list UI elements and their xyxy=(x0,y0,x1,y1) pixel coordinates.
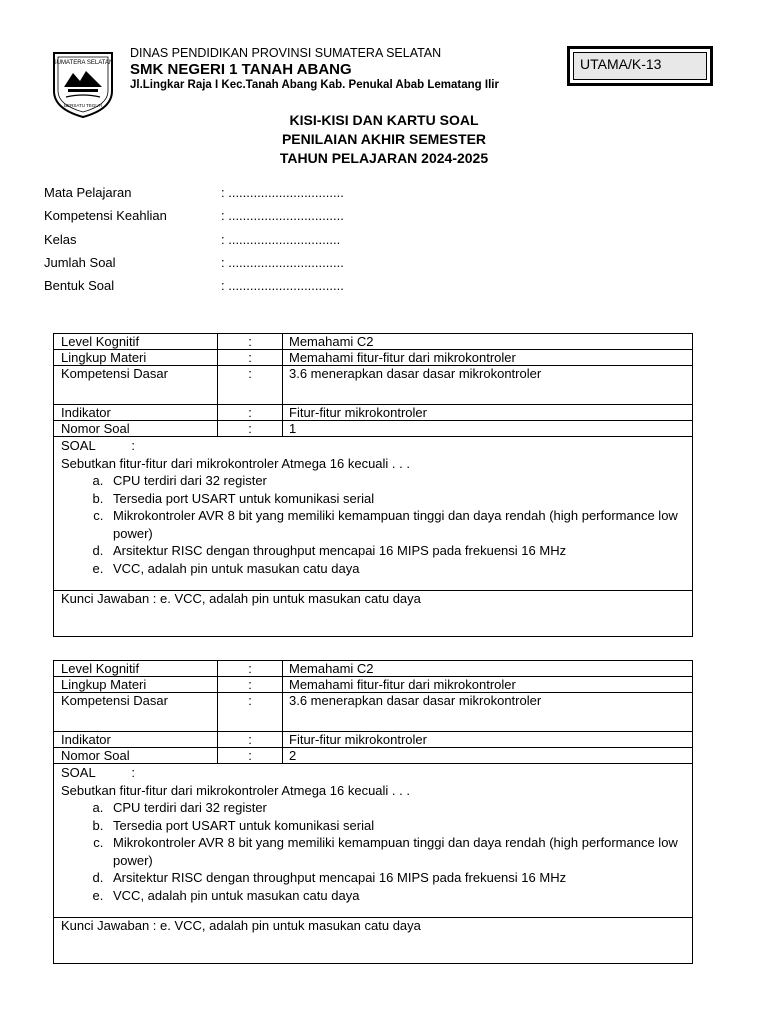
row-sep: : xyxy=(218,421,283,436)
row-label: Nomor Soal xyxy=(54,748,218,763)
row-sep: : xyxy=(218,661,283,676)
meta-label-question-type: Bentuk Soal xyxy=(44,278,115,293)
row-label: Level Kognitif xyxy=(54,661,218,676)
row-sep: : xyxy=(218,693,283,731)
meta-value-subject: : ................................ xyxy=(221,185,344,200)
card-row xyxy=(54,693,692,732)
question-text: Sebutkan fitur-fitur dari mikrokontroler Atmega 16 kecuali . . . xyxy=(61,455,410,471)
row-value: Memahami fitur-fitur dari mikrokontroler xyxy=(289,350,516,365)
row-label: Level Kognitif xyxy=(54,334,218,349)
meta-label-class: Kelas xyxy=(44,232,77,247)
curriculum-badge xyxy=(567,46,713,86)
meta-label-question-count: Jumlah Soal xyxy=(44,255,116,270)
school-address: Jl.Lingkar Raja I Kec.Tanah Abang Kab. Penukal Abab Lematang Ilir xyxy=(130,79,499,91)
row-value: Fitur-fitur mikrokontroler xyxy=(289,405,427,420)
soal-label: SOAL : xyxy=(61,438,135,453)
card-row xyxy=(54,661,692,677)
soal-label: SOAL : xyxy=(61,765,135,780)
row-label: Indikator xyxy=(54,732,218,747)
row-value: Memahami C2 xyxy=(289,334,374,349)
row-label: Lingkup Materi xyxy=(54,677,218,692)
logo-text-top: SUMATERA SELATAN xyxy=(52,60,114,66)
meta-value-question-type: : ................................ xyxy=(221,278,344,293)
school-name: SMK NEGERI 1 TANAH ABANG xyxy=(130,61,352,78)
option-list xyxy=(61,799,685,904)
option-item: c. Mikrokontroler AVR 8 bit yang memiliki kemampuan tinggi dan daya rendah (high performance low power) xyxy=(107,507,685,542)
agency-name: DINAS PENDIDIKAN PROVINSI SUMATERA SELATAN xyxy=(130,46,442,60)
row-value: 2 xyxy=(289,748,297,763)
row-label: Lingkup Materi xyxy=(54,350,218,365)
card-row xyxy=(54,366,692,405)
row-label: Indikator xyxy=(54,405,218,420)
row-sep: : xyxy=(218,350,283,365)
option-item: a. CPU terdiri dari 32 register xyxy=(107,799,685,817)
row-sep: : xyxy=(218,405,283,420)
option-item: d. Arsitektur RISC dengan throughput mencapai 16 MIPS pada frekuensi 16 MHz xyxy=(107,869,685,887)
row-sep: : xyxy=(218,334,283,349)
answer-key: Kunci Jawaban : e. VCC, adalah pin untuk masukan catu daya xyxy=(61,591,421,606)
question-text: Sebutkan fitur-fitur dari mikrokontroler Atmega 16 kecuali . . . xyxy=(61,782,410,798)
question-card-1 xyxy=(53,333,693,637)
option-item: c. Mikrokontroler AVR 8 bit yang memiliki kemampuan tinggi dan daya rendah (high performance low power) xyxy=(107,834,685,869)
row-value: 3.6 menerapkan dasar dasar mikrokontroler xyxy=(289,366,542,381)
card-row xyxy=(54,748,692,764)
row-label: Kompetensi Dasar xyxy=(54,366,218,404)
option-item: e. VCC, adalah pin untuk masukan catu daya xyxy=(107,560,685,578)
card-row xyxy=(54,421,692,437)
row-sep: : xyxy=(218,677,283,692)
row-value: Fitur-fitur mikrokontroler xyxy=(289,732,427,747)
card-row xyxy=(54,677,692,693)
card-row xyxy=(54,350,692,366)
question-block xyxy=(54,437,692,591)
school-logo xyxy=(48,47,118,119)
meta-value-class: : ............................... xyxy=(221,232,341,247)
row-value: Memahami fitur-fitur dari mikrokontroler xyxy=(289,677,516,692)
option-item: b. Tersedia port USART untuk komunikasi serial xyxy=(107,817,685,835)
doc-title-line2: PENILAIAN AKHIR SEMESTER xyxy=(281,131,487,147)
row-value: 1 xyxy=(289,421,297,436)
question-card-2 xyxy=(53,660,693,964)
option-item: d. Arsitektur RISC dengan throughput mencapai 16 MIPS pada frekuensi 16 MHz xyxy=(107,542,685,560)
row-value: Memahami C2 xyxy=(289,661,374,676)
option-list xyxy=(61,472,685,577)
row-value: 3.6 menerapkan dasar dasar mikrokontroler xyxy=(289,693,542,708)
doc-title-line1: KISI-KISI DAN KARTU SOAL xyxy=(289,112,479,128)
card-row xyxy=(54,405,692,421)
card-row xyxy=(54,334,692,350)
meta-value-question-count: : ................................ xyxy=(221,255,344,270)
row-sep: : xyxy=(218,748,283,763)
card-row xyxy=(54,732,692,748)
doc-title-line3: TAHUN PELAJARAN 2024-2025 xyxy=(279,150,489,166)
meta-value-competency: : ................................ xyxy=(221,208,344,223)
row-label: Nomor Soal xyxy=(54,421,218,436)
row-sep: : xyxy=(218,366,283,404)
row-sep: : xyxy=(218,732,283,747)
answer-key: Kunci Jawaban : e. VCC, adalah pin untuk masukan catu daya xyxy=(61,918,421,933)
option-item: a. CPU terdiri dari 32 register xyxy=(107,472,685,490)
curriculum-badge-label: UTAMA/K-13 xyxy=(573,52,707,80)
meta-label-competency: Kompetensi Keahlian xyxy=(44,208,167,223)
option-item: e. VCC, adalah pin untuk masukan catu daya xyxy=(107,887,685,905)
question-block xyxy=(54,764,692,918)
meta-label-subject: Mata Pelajaran xyxy=(44,185,132,200)
row-label: Kompetensi Dasar xyxy=(54,693,218,731)
logo-text-bottom: BERSATU TEGUH xyxy=(64,103,102,108)
option-item: b. Tersedia port USART untuk komunikasi serial xyxy=(107,490,685,508)
